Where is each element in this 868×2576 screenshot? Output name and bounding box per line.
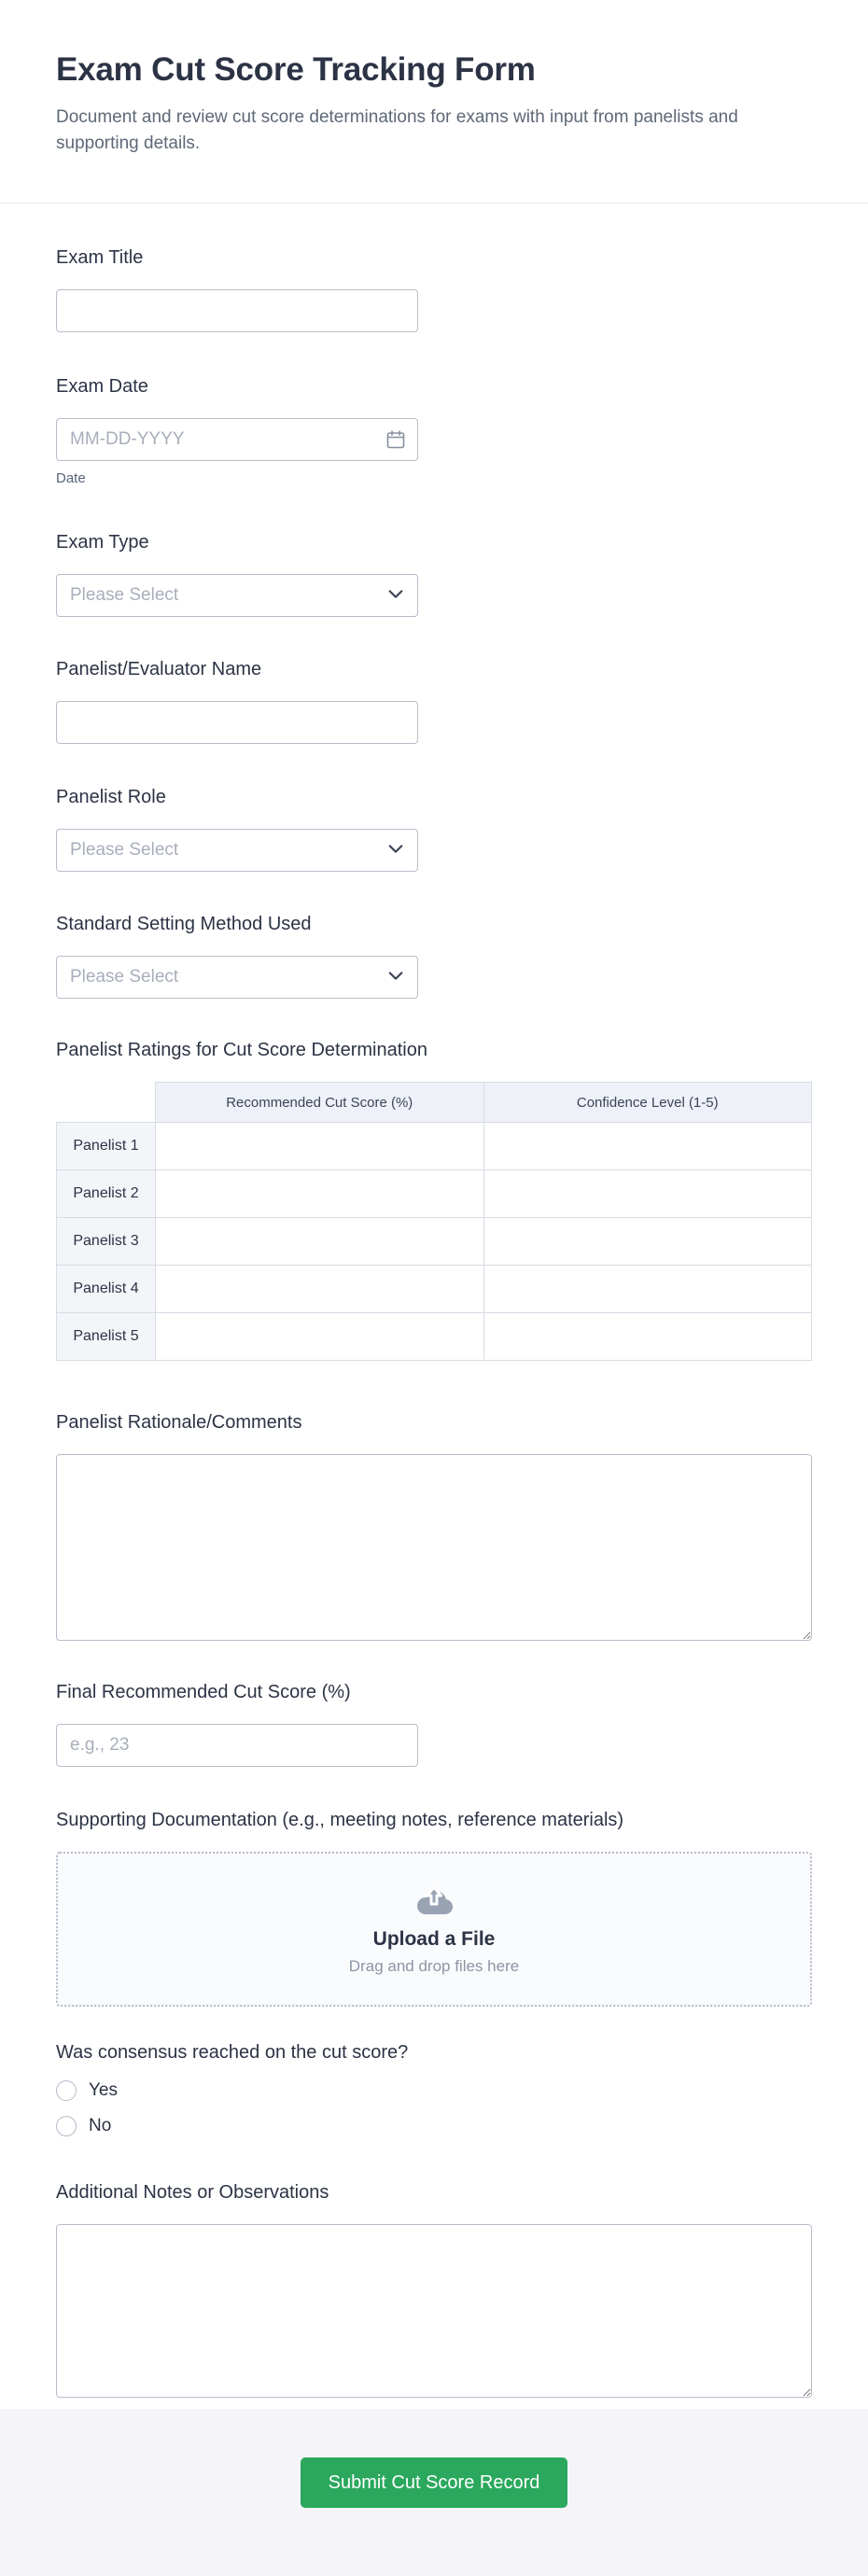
consensus-label: Was consensus reached on the cut score? [56, 2042, 409, 2063]
rationale-textarea[interactable] [56, 1454, 812, 1641]
exam-date-input[interactable] [56, 418, 418, 461]
file-upload-area[interactable] [56, 1852, 812, 2007]
field-final-score [56, 1679, 812, 1767]
form-subtitle: Document and review cut score determinations for exams with input from panelists and supporting details. [56, 107, 738, 153]
exam-title-label: Exam Title [56, 247, 144, 268]
table-row [57, 1218, 812, 1266]
field-exam-date [56, 373, 812, 488]
method-label: Standard Setting Method Used [56, 914, 312, 934]
field-method [56, 911, 812, 999]
documentation-label: Supporting Documentation (e.g., meeting notes, reference materials) [56, 1810, 624, 1830]
form-body [0, 203, 868, 2409]
ratings-table [56, 1082, 812, 1361]
form-footer [0, 2409, 868, 2576]
submit-button[interactable]: Submit Cut Score Record [301, 2457, 568, 2508]
panelist-name-label: Panelist/Evaluator Name [56, 659, 262, 679]
rationale-label: Panelist Rationale/Comments [56, 1412, 302, 1433]
table-row [57, 1170, 812, 1218]
field-consensus [56, 2039, 812, 2144]
table-row-header: Panelist 1 [57, 1123, 156, 1170]
consensus-no-label: No [89, 2116, 112, 2135]
table-row-header: Panelist 5 [57, 1313, 156, 1361]
exam-date-label: Exam Date [56, 376, 148, 397]
panelist-name-input[interactable] [56, 701, 418, 744]
table-row-header: Panelist 3 [57, 1218, 156, 1266]
rating-confidence-cell[interactable] [483, 1170, 812, 1218]
rating-score-cell[interactable] [156, 1123, 484, 1170]
table-row [57, 1123, 812, 1170]
chevron-down-icon [387, 842, 404, 859]
rating-confidence-cell[interactable] [483, 1123, 812, 1170]
method-placeholder: Please Select [70, 967, 179, 987]
field-notes [56, 2179, 812, 2398]
ratings-header-row [57, 1083, 812, 1123]
field-panelist-role [56, 784, 812, 872]
rating-confidence-cell[interactable] [483, 1218, 812, 1266]
exam-date-sublabel: Date [56, 470, 86, 486]
field-panelist-name [56, 656, 812, 744]
page-title: Exam Cut Score Tracking Form [56, 51, 536, 88]
radio-icon[interactable] [56, 2116, 77, 2136]
radio-icon[interactable] [56, 2080, 77, 2101]
exam-type-label: Exam Type [56, 532, 149, 553]
rating-score-cell[interactable] [156, 1218, 484, 1266]
rating-score-cell[interactable] [156, 1170, 484, 1218]
notes-label: Additional Notes or Observations [56, 2182, 329, 2203]
chevron-down-icon [387, 969, 404, 986]
panelist-role-select[interactable] [56, 829, 418, 872]
calendar-icon[interactable] [385, 428, 407, 451]
field-ratings [56, 1037, 812, 1361]
consensus-yes-label: Yes [89, 2080, 118, 2100]
exam-type-placeholder: Please Select [70, 585, 179, 605]
final-score-label: Final Recommended Cut Score (%) [56, 1682, 351, 1702]
field-exam-title [56, 245, 812, 332]
field-exam-type [56, 529, 812, 617]
table-row-header: Panelist 2 [57, 1170, 156, 1218]
consensus-option-no[interactable] [56, 2108, 111, 2144]
table-col-header-score: Recommended Cut Score (%) [156, 1083, 484, 1123]
notes-textarea[interactable] [56, 2224, 812, 2398]
rating-score-cell[interactable] [156, 1266, 484, 1313]
consensus-radio-group [56, 2073, 812, 2144]
panelist-role-label: Panelist Role [56, 787, 166, 807]
form-header [0, 0, 868, 157]
upload-hint: Drag and drop files here [348, 1956, 520, 1975]
ratings-label: Panelist Ratings for Cut Score Determination [56, 1040, 427, 1060]
final-score-input[interactable] [56, 1724, 418, 1767]
exam-title-input[interactable] [56, 289, 418, 332]
table-row [57, 1313, 812, 1361]
table-row-header: Panelist 4 [57, 1266, 156, 1313]
rating-confidence-cell[interactable] [483, 1313, 812, 1361]
rating-score-cell[interactable] [156, 1313, 484, 1361]
upload-cloud-icon [413, 1883, 455, 1922]
field-documentation [56, 1807, 812, 2007]
exam-date-input-wrap [56, 418, 418, 461]
exam-type-select[interactable] [56, 574, 418, 617]
table-corner-cell [57, 1083, 156, 1123]
upload-title: Upload a File [372, 1927, 496, 1950]
table-row [57, 1266, 812, 1313]
panelist-role-placeholder: Please Select [70, 840, 179, 860]
method-select[interactable] [56, 956, 418, 999]
consensus-option-yes[interactable] [56, 2073, 118, 2108]
table-col-header-confidence: Confidence Level (1-5) [483, 1083, 812, 1123]
chevron-down-icon [387, 587, 404, 604]
rating-confidence-cell[interactable] [483, 1266, 812, 1313]
field-rationale [56, 1409, 812, 1641]
